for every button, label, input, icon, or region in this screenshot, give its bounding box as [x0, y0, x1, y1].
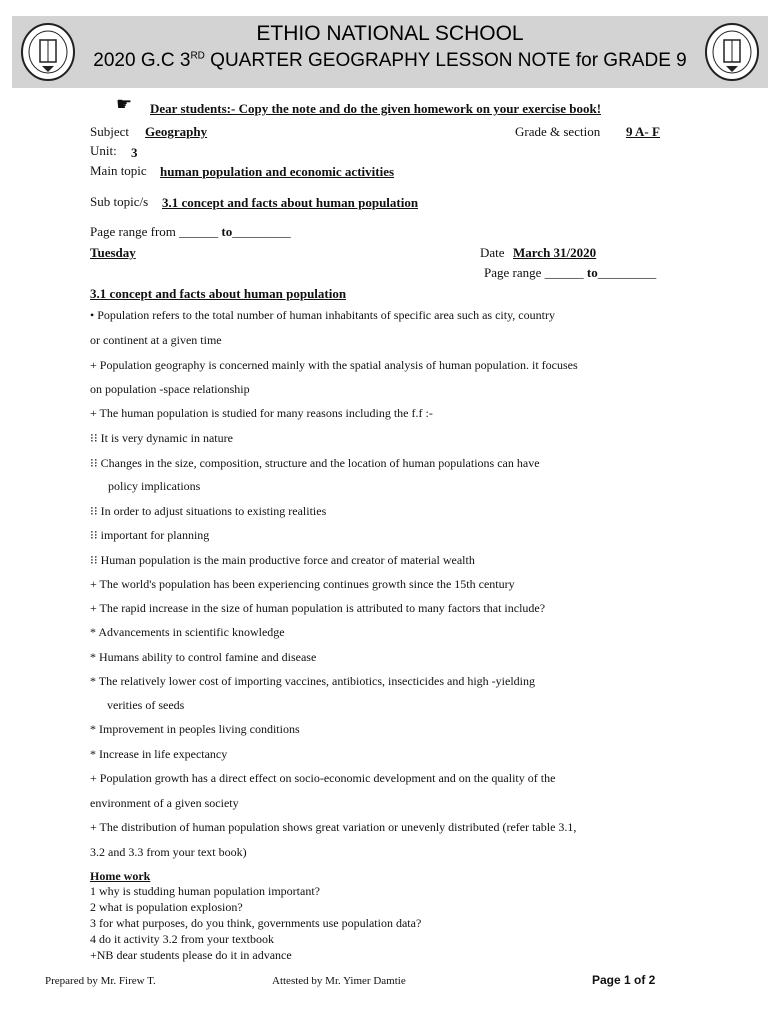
homework-item: 1 why is studding human population important?	[90, 884, 320, 898]
prepared-by: Prepared by Mr. Firew T.	[45, 975, 156, 987]
note-line: + The world's population has been experiencing continues growth since the 15th century	[90, 577, 515, 591]
note-line: on population -space relationship	[90, 382, 250, 396]
day-label: Tuesday	[90, 245, 136, 260]
unit-value: 3	[131, 145, 138, 160]
sub-topic-label: Sub topic/s	[90, 194, 149, 209]
note-line: + The human population is studied for many reasons including the f.f :-	[90, 406, 433, 420]
note-line: * Advancements in scientific knowledge	[90, 625, 285, 639]
section-heading: 3.1 concept and facts about human population	[90, 286, 347, 301]
page-number: Page 1 of 2	[592, 973, 656, 987]
school-title: ETHIO NATIONAL SCHOOL	[256, 22, 524, 45]
pointing-hand-icon: ☛	[116, 94, 133, 114]
header-banner	[12, 16, 768, 88]
subject-value: Geography	[145, 124, 208, 139]
grade-value: 9 A- F	[626, 124, 660, 139]
date-value: March 31/2020	[513, 245, 597, 260]
instruction: Dear students:- Copy the note and do the given homework on your exercise book!	[150, 101, 602, 116]
note-line: + Population geography is concerned mainly with the spatial analysis of human population. it focuses	[90, 358, 578, 372]
homework-item: 3 for what purposes, do you think, governments use population data?	[90, 916, 422, 930]
note-line: ⁝⁝ In order to adjust situations to existing realities	[90, 504, 327, 518]
unit-label: Unit:	[90, 143, 117, 158]
note-line: * Humans ability to control famine and disease	[90, 650, 317, 664]
note-line: ⁝⁝ Changes in the size, composition, structure and the location of human populations can have	[90, 456, 540, 470]
note-line: or continent at a given time	[90, 333, 222, 347]
homework-item: 2 what is population explosion?	[90, 900, 243, 914]
date-label: Date	[480, 245, 505, 260]
attested-by: Attested by Mr. Yimer Damtie	[272, 975, 406, 987]
note-line: + The distribution of human population shows great variation or unevenly distributed (refer table 3.1,	[90, 820, 577, 834]
page-range-from: Page range from ______ to_________	[90, 224, 291, 239]
note-line: * The relatively lower cost of importing vaccines, antibiotics, insecticides and high -yielding	[90, 674, 535, 688]
main-topic-label: Main topic	[90, 163, 147, 178]
page-range-right: Page range ______ to_________	[484, 265, 657, 280]
school-seal-icon	[704, 22, 760, 82]
note-line: + Population growth has a direct effect on socio-economic development and on the quality of the	[90, 771, 556, 785]
main-topic-value: human population and economic activities	[160, 164, 395, 179]
note-line: ⁝⁝ important for planning	[90, 528, 210, 542]
note-line: • Population refers to the total number of human inhabitants of specific area such as city, country	[90, 308, 555, 322]
note-line: 3.2 and 3.3 from your text book)	[90, 845, 247, 859]
subject-label: Subject	[90, 124, 129, 139]
note-line: * Improvement in peoples living conditions	[90, 722, 300, 736]
note-line: verities of seeds	[107, 698, 185, 712]
note-line: + The rapid increase in the size of human population is attributed to many factors that include?	[90, 601, 546, 615]
grade-label: Grade & section	[515, 124, 601, 139]
note-line: * Increase in life expectancy	[90, 747, 228, 761]
note-line: ⁝⁝ It is very dynamic in nature	[90, 431, 233, 445]
note-line: policy implications	[108, 479, 201, 493]
homework-item: +NB dear students please do it in advance	[90, 948, 292, 962]
note-line: environment of a given society	[90, 796, 239, 810]
homework-title: Home work	[90, 869, 151, 883]
homework-item: 4 do it activity 3.2 from your textbook	[90, 932, 274, 946]
lesson-subtitle: 2020 G.C 3RD QUARTER GEOGRAPHY LESSON NOTE for GRADE 9	[93, 50, 687, 71]
note-line: ⁝⁝ Human population is the main productive force and creator of material wealth	[90, 553, 475, 567]
sub-topic-value: 3.1 concept and facts about human population	[162, 195, 419, 210]
